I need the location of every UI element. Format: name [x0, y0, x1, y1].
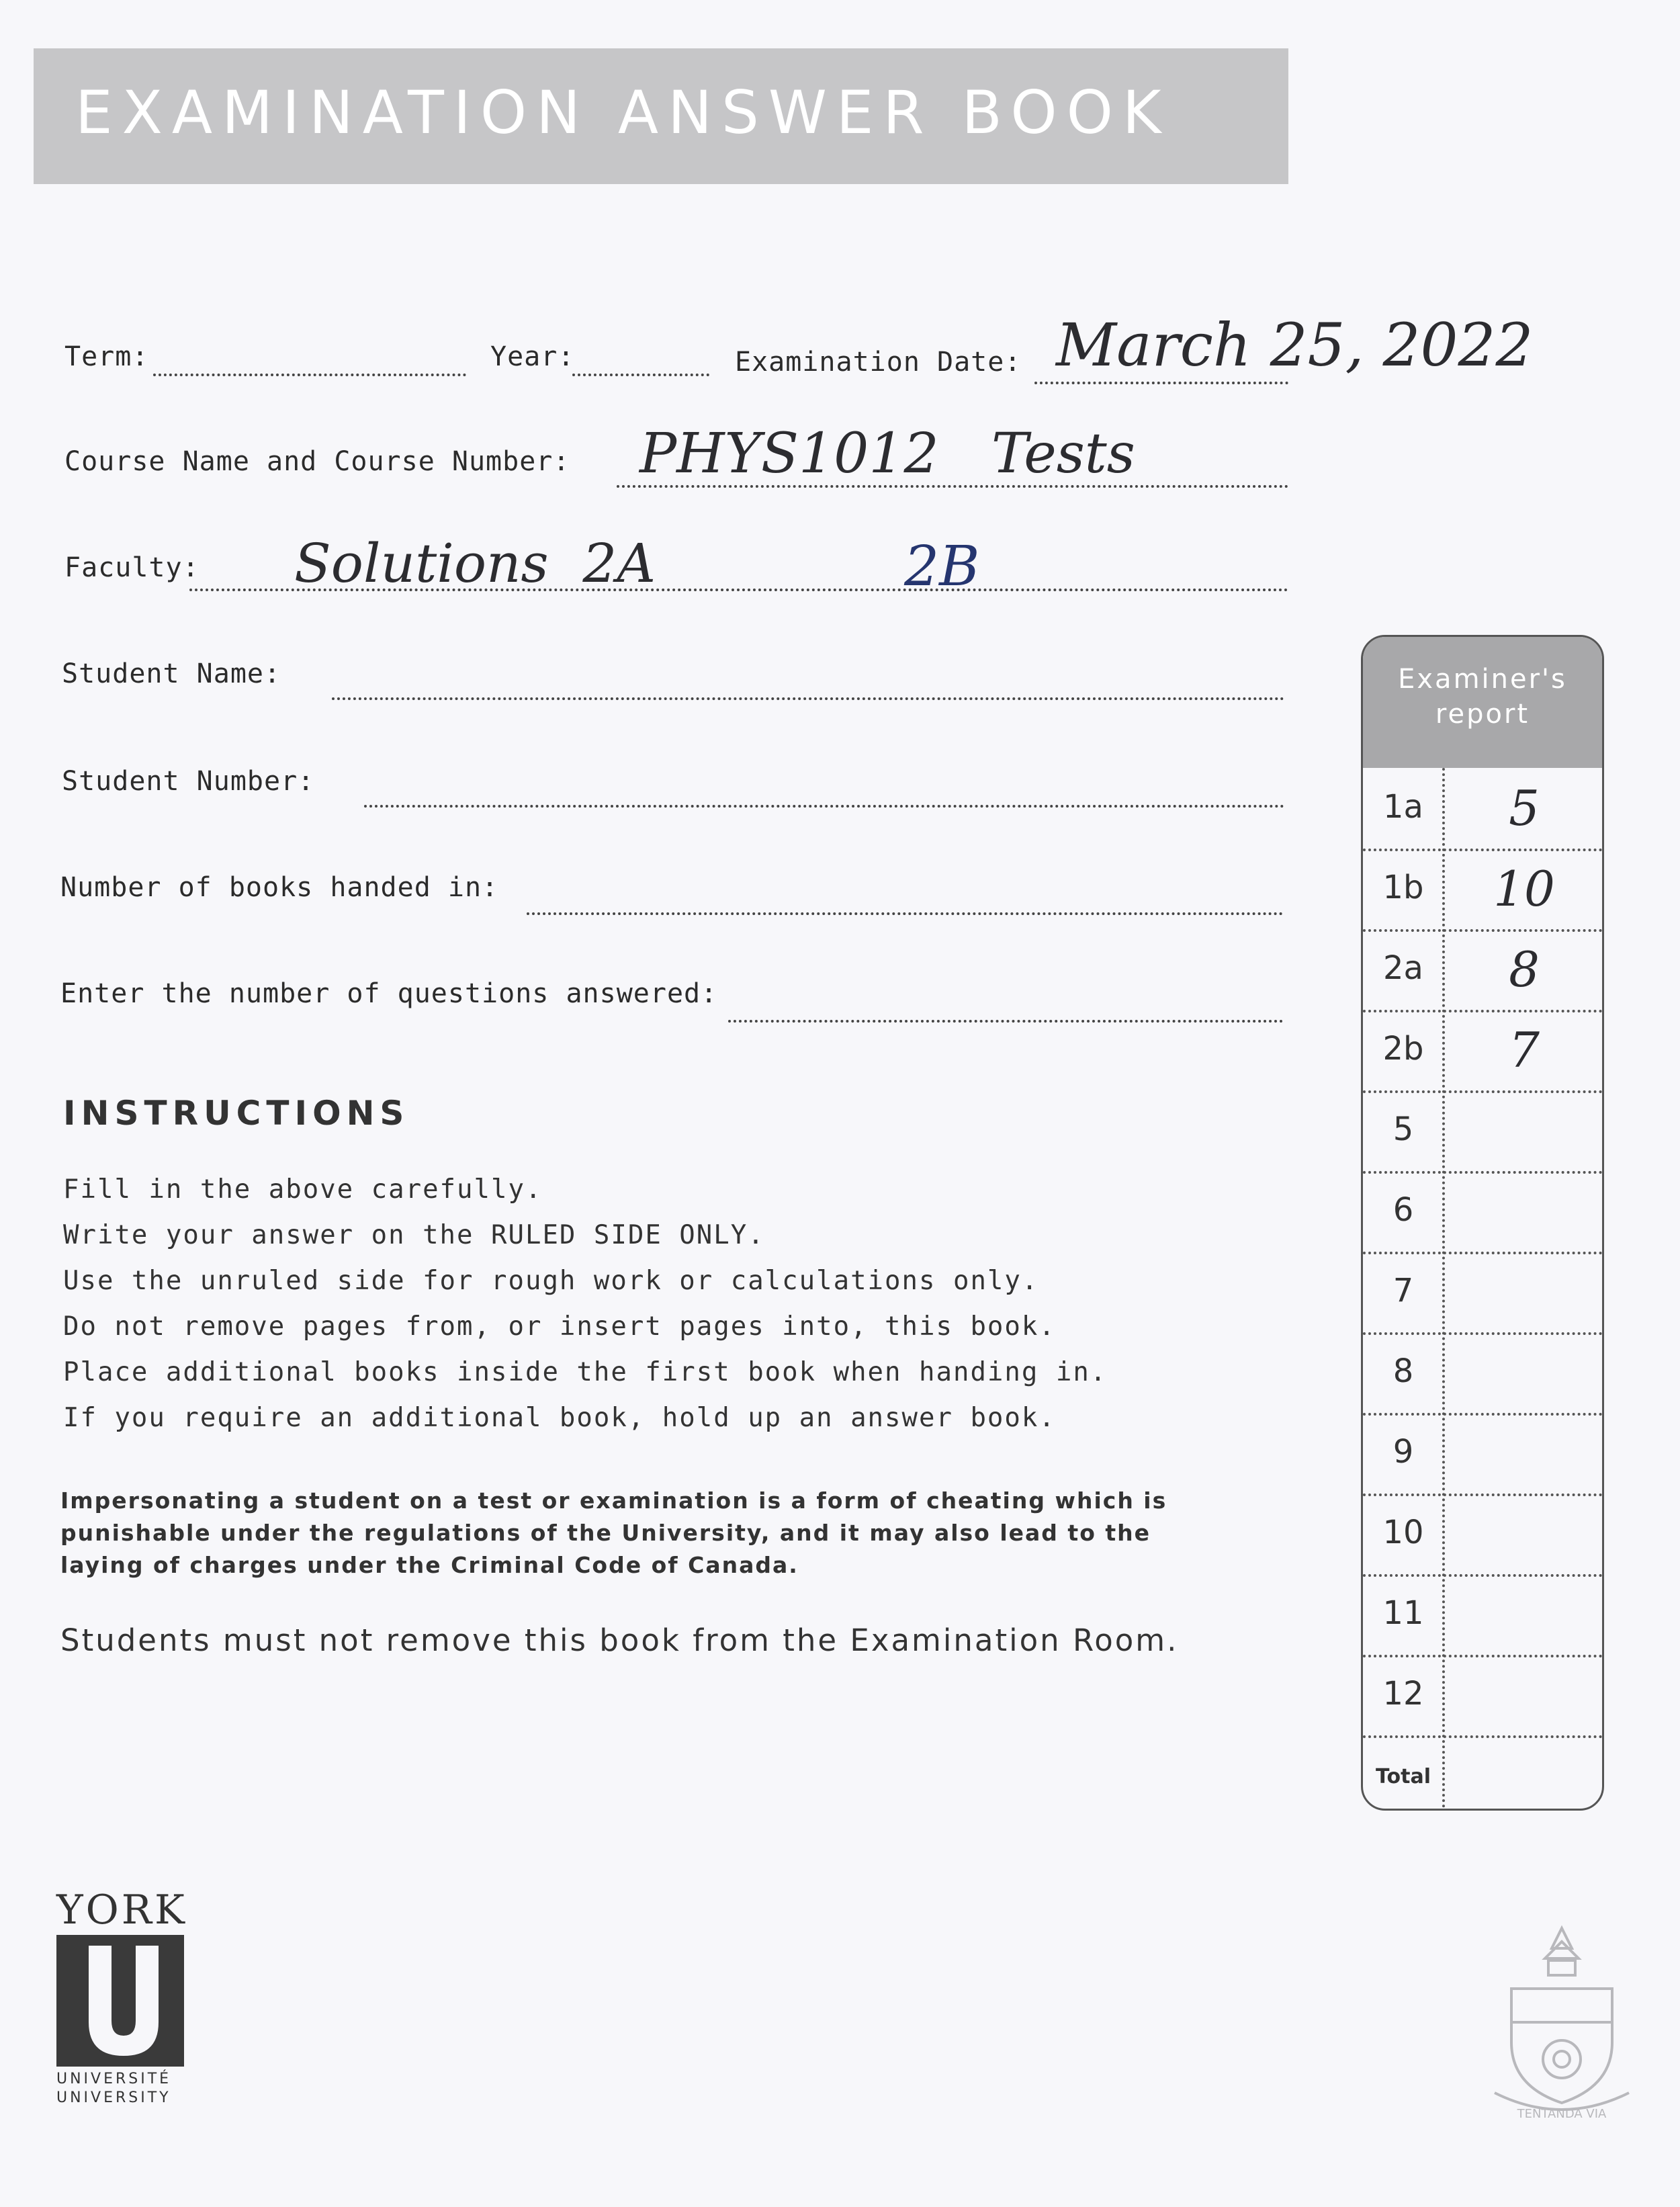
course-value: PHYS1012 Tests — [639, 422, 1135, 486]
report-row — [1363, 1494, 1602, 1577]
question-number: 1a — [1383, 788, 1423, 826]
page-title: EXAMINATION ANSWER BOOK — [75, 78, 1171, 147]
books-label: Number of books handed in: — [60, 872, 499, 903]
question-number: 2a — [1383, 949, 1423, 987]
exam-date-field[interactable] — [1034, 382, 1288, 384]
total-label: Total — [1376, 1765, 1431, 1788]
question-number: 11 — [1382, 1594, 1424, 1632]
report-heading-line2: report — [1435, 699, 1530, 730]
report-total-row — [1363, 1735, 1602, 1811]
instruction-line: Fill in the above carefully. — [63, 1174, 543, 1205]
questions-label: Enter the number of questions answered: — [60, 978, 718, 1009]
student-number-label: Student Number: — [62, 766, 315, 797]
question-number: 12 — [1382, 1675, 1424, 1713]
question-score[interactable]: 7 — [1509, 1022, 1540, 1078]
universite-label: UNIVERSITÉ — [56, 2071, 172, 2087]
examiners-report — [1361, 635, 1604, 1811]
exam-date-value: March 25, 2022 — [1056, 310, 1534, 380]
crest-icon — [1485, 1921, 1639, 2123]
york-u-logo — [56, 1935, 184, 2067]
books-field[interactable] — [527, 912, 1283, 915]
student-number-field[interactable] — [364, 805, 1284, 808]
instruction-line: Place additional books inside the first book when handing in. — [63, 1357, 1108, 1387]
question-number: 8 — [1392, 1352, 1414, 1390]
report-row — [1363, 1332, 1602, 1416]
term-label: Term: — [64, 341, 149, 372]
questions-field[interactable] — [728, 1020, 1283, 1023]
report-row — [1363, 1010, 1602, 1093]
u-letter-icon — [56, 1935, 184, 2067]
report-row — [1363, 1171, 1602, 1254]
title-banner — [34, 48, 1288, 184]
faculty-value-2: 2B — [904, 535, 980, 599]
question-number: 10 — [1382, 1514, 1424, 1551]
question-score[interactable]: 10 — [1493, 861, 1555, 917]
question-number: 7 — [1392, 1272, 1414, 1309]
instructions-heading: INSTRUCTIONS — [63, 1094, 410, 1133]
removal-notice: Students must not remove this book from the Examination Room. — [60, 1622, 1179, 1658]
year-field[interactable] — [572, 374, 709, 376]
report-row — [1363, 1413, 1602, 1496]
faculty-label: Faculty: — [64, 552, 200, 583]
exam-date-label: Examination Date: — [735, 347, 1022, 378]
question-score[interactable]: 5 — [1509, 780, 1540, 836]
instruction-line: If you require an additional book, hold up an answer book. — [63, 1403, 1056, 1433]
question-number: 6 — [1392, 1191, 1414, 1229]
cheating-warning: Impersonating a student on a test or examination is a form of cheating which is punishable under the regulations of the University, and it may also lead to the laying of charges under the Criminal Code of Canada. — [60, 1487, 1167, 1578]
report-row — [1363, 929, 1602, 1012]
question-number: 2b — [1382, 1030, 1424, 1068]
faculty-value: Solutions 2A — [294, 532, 656, 595]
examiners-report-header — [1363, 637, 1602, 768]
question-number: 1b — [1382, 869, 1424, 906]
report-row — [1363, 849, 1602, 932]
student-name-label: Student Name: — [62, 658, 281, 689]
university-label: UNIVERSITY — [56, 2089, 171, 2106]
instruction-line: Do not remove pages from, or insert pages into, this book. — [63, 1311, 1056, 1342]
report-row — [1363, 1655, 1602, 1738]
instruction-line: Write your answer on the RULED SIDE ONLY. — [63, 1220, 765, 1250]
course-label: Course Name and Course Number: — [64, 446, 570, 477]
report-row — [1363, 1252, 1602, 1335]
student-name-field[interactable] — [332, 697, 1284, 700]
york-wordmark: YORK — [56, 1887, 187, 1934]
svg-text:TENTANDA VIA: TENTANDA VIA — [1517, 2107, 1607, 2121]
term-field[interactable] — [153, 374, 466, 376]
report-row — [1363, 1090, 1602, 1174]
instruction-line: Use the unruled side for rough work or calculations only. — [63, 1266, 1039, 1296]
report-row — [1363, 768, 1602, 851]
report-heading-line1: Examiner's — [1398, 664, 1567, 695]
question-number: 5 — [1392, 1111, 1414, 1148]
year-label: Year: — [490, 341, 575, 372]
question-score[interactable]: 8 — [1509, 941, 1540, 998]
question-number: 9 — [1392, 1433, 1414, 1471]
report-row — [1363, 1574, 1602, 1657]
